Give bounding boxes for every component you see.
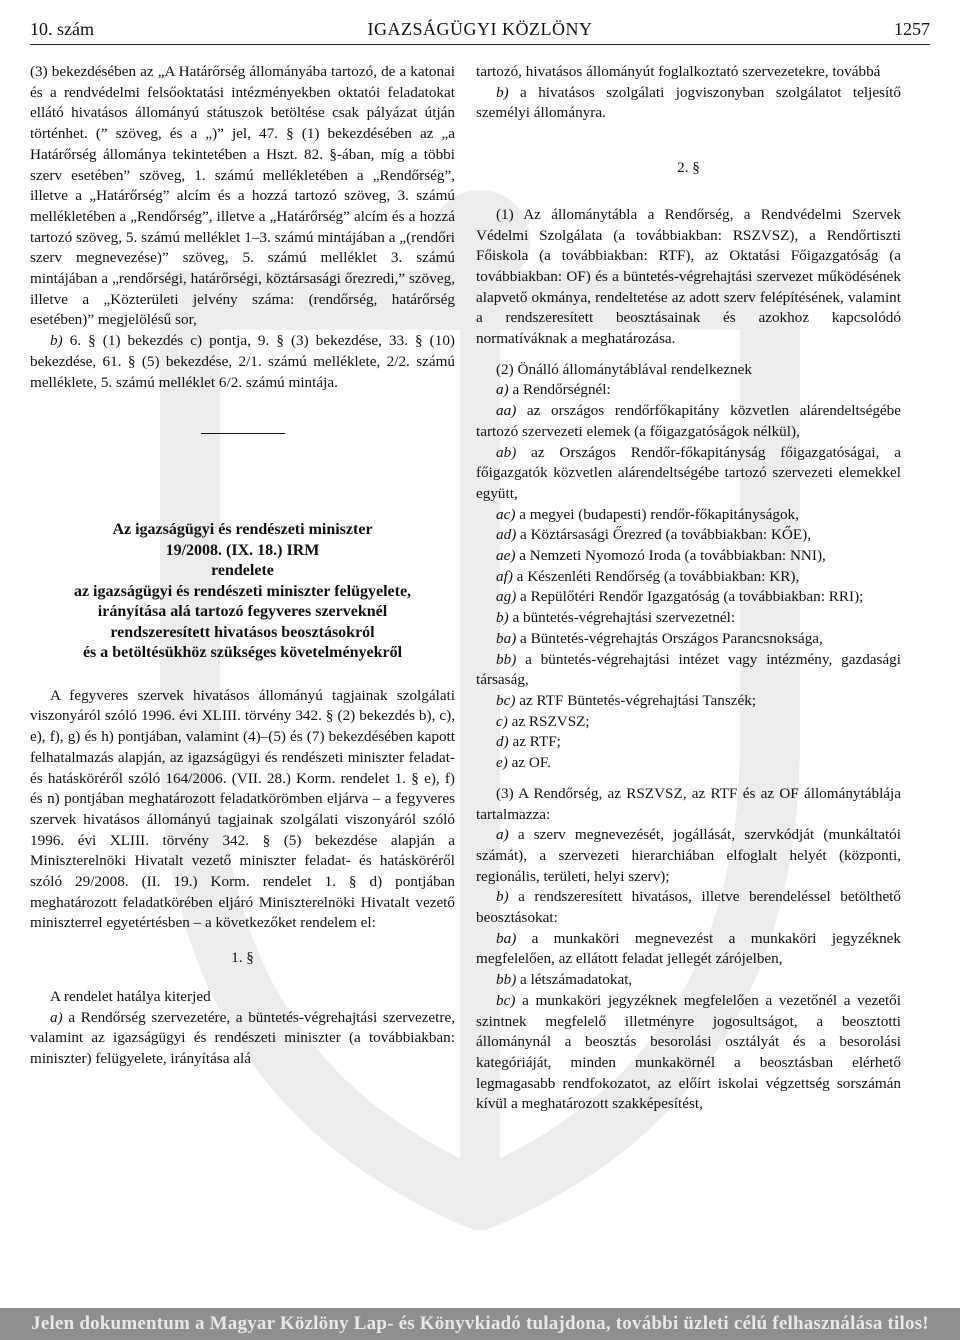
item-text: a Rendőrségnél: <box>508 381 611 399</box>
list-item <box>476 380 901 401</box>
item-label: af) <box>496 567 513 585</box>
decree-title <box>30 520 455 664</box>
list-item <box>476 587 901 608</box>
item-text: a munkaköri jegyzéknek megfelelően a vezetőnél a vezetői szintnek megfelelő illetményre jogosultságot, a beosztotti állománynál a beosztás besorolási osztályát és a besorolási kategóriáját, minden munkakörnél a beosztásban elérhető legmagasabb rendfokozatot, az előírt iskolai végzettség sorszámán kívül a meghatározott szakképesítést, <box>476 991 901 1113</box>
title-line: irányítása alá tartozó fegyveres szerveknél <box>97 603 388 621</box>
item-text: a Rendőrség szervezetére, a büntetés-végrehajtási szervezetre, valamint az igazságügyi és rendészeti miniszter (a továbbiakban: miniszter) felügyelete, irányítása alá <box>30 1008 455 1067</box>
item-label: b) <box>496 888 509 906</box>
title-line: rendszeresített hivatásos beosztásokról <box>110 623 375 641</box>
right-column <box>476 62 901 1115</box>
item-label: ab) <box>496 443 517 461</box>
item-text: a szerv megnevezését, jogállását, szervkódját (munkáltatói számát), a szervezeti hierarchiában elfoglalt helyét (központi, regionális, területi, helyi szerv); <box>476 826 901 885</box>
item-label: ac) <box>496 505 516 523</box>
item-text: a büntetés-végrehajtási intézet vagy intézmény, gazdasági társaság, <box>476 650 901 689</box>
journal-title: IGAZSÁGÜGYI KÖZLÖNY <box>367 19 593 39</box>
item-text: a Nemzeti Nyomozó Iroda (a továbbiakban: NNI), <box>515 547 826 565</box>
list-item <box>476 691 901 712</box>
item-text: a Büntetés-végrehajtás Országos Parancsnoksága, <box>516 629 823 647</box>
item-label: ba) <box>496 929 517 947</box>
copyright-banner: Jelen dokumentum a Magyar Közlöny Lap- és Könyvkiadó tulajdona, további üzleti célú felhasználása tilos! <box>0 1308 960 1340</box>
item-label: bc) <box>496 991 516 1009</box>
item-text: a Készenléti Rendőrség (a továbbiakban: KR), <box>512 567 800 585</box>
title-line: Az igazságügyi és rendészeti miniszter <box>112 521 373 539</box>
item-label: a) <box>496 381 509 399</box>
item-label: c) <box>496 712 508 730</box>
item-label: bc) <box>496 691 516 709</box>
item-label: ba) <box>496 629 517 647</box>
paragraph: (3) A Rendőrség, az RSZVSZ, az RTF és az OF állománytáblája tartalmazza: <box>476 784 901 823</box>
title-line: az igazságügyi és rendészeti miniszter felügyelete, <box>73 582 412 600</box>
paragraph: (2) Önálló állománytáblával rendelkeznek <box>496 360 752 378</box>
list-item <box>476 825 901 887</box>
item-text: az RTF; <box>508 733 561 751</box>
page-number: 1257 <box>894 19 930 39</box>
section-number: 1. § <box>231 949 254 967</box>
item-text: 6. § (1) bekezdés c) pontja, 9. § (3) bekezdése, 33. § (10) bekezdése, 61. § (5) bekezdése, 2/1. számú melléklete, 2/2. számú melléklete, 5. számú melléklet 6/2. számú mintája. <box>30 332 455 391</box>
item-label: a) <box>496 826 509 844</box>
list-item <box>476 712 901 733</box>
section-divider <box>201 433 285 434</box>
list-item <box>476 629 901 650</box>
paragraph <box>476 83 901 124</box>
item-label: e) <box>496 754 508 772</box>
paragraph <box>30 1008 455 1070</box>
item-label: aa) <box>496 402 517 420</box>
list-item <box>476 401 901 442</box>
item-label: ae) <box>496 547 516 565</box>
item-text: a Repülőtéri Rendőr Igazgatóság (a továbbiakban: RRI); <box>516 588 864 606</box>
left-column <box>30 62 455 1070</box>
item-text: a létszámadatokat, <box>516 971 633 989</box>
title-line: rendelete <box>211 562 274 580</box>
paragraph: (1) Az állománytábla a Rendőrség, a Rendvédelmi Szervek Védelmi Szolgálata (a továbbiakban: RSZVSZ), a Rendőrtiszti Főiskola (a továbbiakban: RTF), az Oktatási Főigazgatóság (a továbbiakban: OF) és a büntetés-végrehajtási szervezet működésének alapvető okmánya, rendeltetése az adott szerv felépítésének, valamint a rendszeresített beosztásainak és azokhoz kapcsolódó normatíváknak a meghatározása. <box>476 205 901 348</box>
list-item <box>476 929 901 970</box>
item-text: a büntetés-végrehajtási szervezetnél: <box>508 609 736 627</box>
page-header <box>30 14 930 45</box>
paragraph: tartozó, hivatásos állományút foglalkoztató szervezetekre, továbbá <box>476 63 881 80</box>
list-item <box>476 546 901 567</box>
item-label: ag) <box>496 588 517 606</box>
paragraph: A rendelet hatálya kiterjed <box>50 987 211 1005</box>
item-label: b) <box>50 332 63 350</box>
list-item <box>476 970 901 991</box>
item-text: a munkaköri megnevezést a munkaköri jegyzéknek megfelelően, az ellátott feladat jellegét zárójelben, <box>476 929 901 968</box>
item-label: ad) <box>496 526 517 544</box>
list-item <box>476 991 901 1115</box>
list-item <box>476 753 901 774</box>
list-item <box>476 732 901 753</box>
section-number: 2. § <box>677 159 700 177</box>
item-label: b) <box>496 609 509 627</box>
issue-number: 10. szám <box>30 19 94 39</box>
item-text: az RTF Büntetés-végrehajtási Tanszék; <box>515 691 757 709</box>
list-item <box>476 650 901 691</box>
title-line: 19/2008. (IX. 18.) IRM <box>165 541 320 559</box>
item-text: az RSZVSZ; <box>507 712 590 730</box>
item-label: b) <box>496 83 509 101</box>
list-item <box>476 525 901 546</box>
list-item <box>476 887 901 928</box>
preamble: A fegyveres szervek hivatásos állományú tagjainak szolgálati viszonyáról szóló 1996. évi XLIII. törvény 342. § (2) bekezdés b), c), e), f), g) és h) pontjában, valamint (4)–(5) és (7) bekezdésében kapott felhatalmazás alapján, az igazságügyi és rendészeti miniszter feladat- és hatásköréről szóló 164/2006. (VII. 28.) Korm. rendelet 1. § e), f) és n) pontjában meghatározott feladatkörömben eljárva – a fegyveres szervek hivatásos állományú tagjainak szolgálati viszonyáról szóló 1996. évi XLIII. törvény 342. § (5) bekezdése alapján a Miniszterelnöki Hivatalt vezető miniszter feladat- és hatásköréről szóló 29/2008. (II. 19.) Korm. rendelet 1. § d) pontjában meghatározott feladatkörében eljáró Miniszterelnöki Hivatalt vezető miniszterrel egyetértésben – a következőket rendelem el: <box>30 686 455 932</box>
list-item <box>476 505 901 526</box>
item-text: az Országos Rendőr-főkapitányság főigazgatóságai, a főigazgatók közvetlen alárendeltségébe tartozó szervezeti elemekkel együtt, <box>476 443 901 502</box>
list-item <box>476 443 901 505</box>
item-label: a) <box>50 1008 63 1026</box>
item-text: a hivatásos szolgálati jogviszonyban szolgálatot teljesítő személyi állományra. <box>476 83 901 122</box>
list-item <box>476 567 901 588</box>
item-text: az OF. <box>507 754 551 772</box>
paragraph <box>30 331 455 393</box>
item-label: bb) <box>496 971 517 989</box>
item-text: az országos rendőrfőkapitány közvetlen alárendeltségébe tartozó szervezeti elemek (a főigazgatóságok nélkül), <box>476 402 901 440</box>
item-label: bb) <box>496 650 517 668</box>
list-item <box>476 608 901 629</box>
title-line: és a betöltésükhöz szükséges követelményekről <box>82 644 403 662</box>
item-text: a megyei (budapesti) rendőr-főkapitányságok, <box>515 505 799 523</box>
item-text: a rendszeresített hivatásos, illetve berendeléssel betölthető beosztásokat: <box>476 888 901 927</box>
item-text: a Köztársasági Őrezred (a továbbiakban: KŐE), <box>516 526 812 544</box>
item-label: d) <box>496 733 509 751</box>
paragraph: (3) bekezdésében az „A Határőrség állományába tartozó, de a katonai és a rendvédelmi felsőoktatási intézményekben oktatói feladatokat ellátó hivatásos állományú státuszok betöltése csak pályázat útján történhet. (” szöveg, és a „)” jel, 47. § (1) bekezdésében az „a Határőrség állománya tekintetében a Hszt. 82. §-ában, míg a többi szerv esetében” szöveg, 1. számú mellékletében a „Rendőrség”, illetve a „Határőrség” alcím és a hozzá tartozó szöveg, 3. számú mellékletében a „Rendőrség”, illetve a „Határőrség” alcím és a hozzá tartozó szöveg, 5. számú melléklet 1–3. számú mintájában a „(rendőri szerv megnevezése)” szöveg, 5. számú melléklet 3. számú mintájában a „rendőrségi, határőrségi, köztársasági őrezredi,” szöveg, illetve a „Közterületi jelvény száma: (rendőrség, határőrség esetében)” megjelölésű sor, <box>30 63 455 329</box>
